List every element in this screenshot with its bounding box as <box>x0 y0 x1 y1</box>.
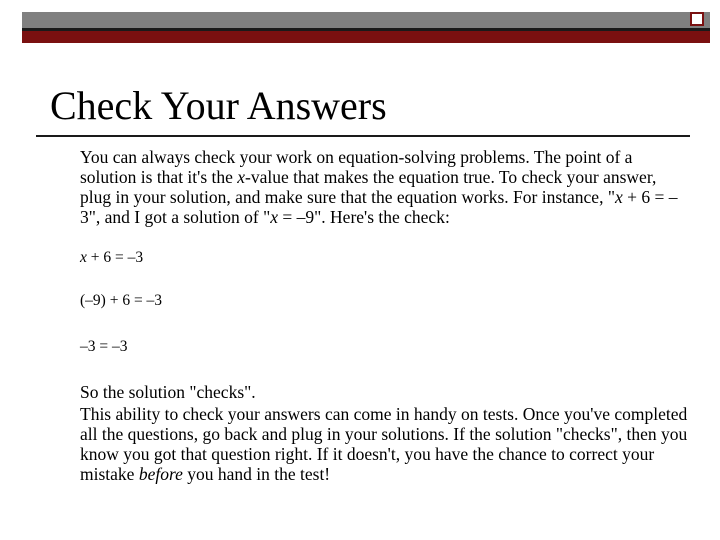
corner-square-icon <box>690 12 704 26</box>
variable-x: x <box>614 187 623 207</box>
check-equation-1-rest: + 6 = –3 <box>86 249 144 266</box>
intro-text-4: = –9". Here's the check: <box>278 207 450 227</box>
tests-text-2: you hand in the test! <box>182 464 331 484</box>
variable-x: x <box>237 167 246 187</box>
check-equation-2: (–9) + 6 = –3 <box>80 292 163 309</box>
check-equation-1 <box>80 249 143 267</box>
header-gray-band <box>22 12 710 28</box>
tests-paragraph <box>80 404 690 484</box>
header-decoration-bar <box>0 0 720 46</box>
emphasis-before: before <box>138 464 183 484</box>
intro-text-1: You can always check your work on equation-solving problems. The point of a solution is that it's the <box>80 147 633 187</box>
variable-x: x <box>80 249 87 266</box>
slide-title: Check Your Answers <box>50 83 387 128</box>
check-equation-3: –3 = –3 <box>80 338 128 355</box>
checks-paragraph: So the solution "checks". <box>80 382 256 402</box>
header-red-band <box>22 31 710 43</box>
intro-text-3: + 6 = –3", and I got a solution of " <box>80 187 678 227</box>
title-underline <box>36 135 690 137</box>
variable-x: x <box>270 207 279 227</box>
intro-text-2: -value that makes the equation true. To check your answer, plug in your solution, and make sure that the equation works. For instance, " <box>80 167 657 207</box>
tests-text-1: This ability to check your answers can come in handy on tests. Once you've completed all the questions, go back and plug in your solutions. If the solution "checks", then you know you got that question right. If it doesn't, you have the chance to correct your mistake <box>80 404 688 484</box>
intro-paragraph <box>80 147 690 227</box>
